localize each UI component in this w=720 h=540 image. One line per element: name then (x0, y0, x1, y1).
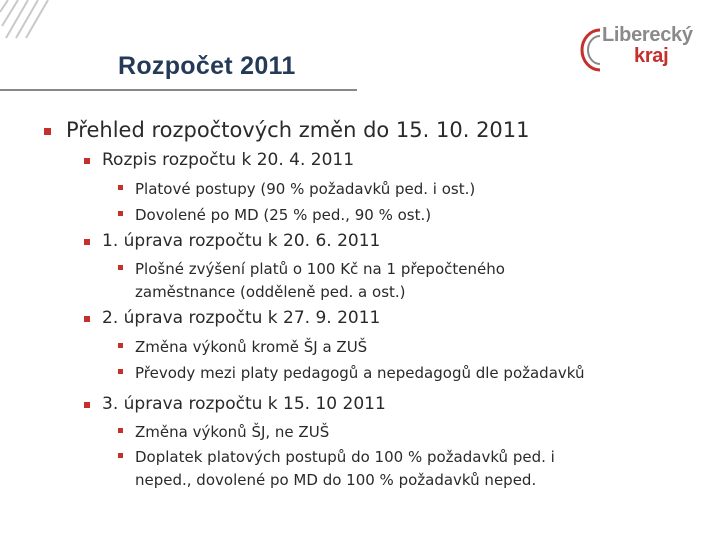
bullet-text: Rozpis rozpočtu k 20. 4. 2011 (102, 150, 355, 170)
bullet-marker (84, 316, 90, 322)
bullet-marker (118, 369, 123, 374)
bullet-text: Změna výkonů ŠJ, ne ZUŠ (135, 423, 330, 441)
bullet-text: 1. úprava rozpočtu k 20. 6. 2011 (102, 231, 381, 251)
bullet-marker (118, 428, 123, 433)
bullet-text: Dovolené po MD (25 % ped., 90 % ost.) (135, 206, 432, 224)
bullet-text: Přehled rozpočtových změn do 15. 10. 2011 (66, 118, 530, 142)
bullet-marker (118, 343, 123, 348)
logo-arc-icon (580, 28, 602, 72)
bullet-text: Doplatek platových postupů do 100 % požadavků ped. i (135, 448, 555, 466)
bullet-marker (118, 453, 123, 458)
slide-title: Rozpočet 2011 (118, 52, 296, 80)
bullet-marker (84, 402, 90, 408)
bullet-marker (44, 128, 51, 135)
title-underline (0, 89, 357, 91)
liberecky-kraj-logo (580, 24, 700, 74)
bullet-marker (118, 211, 123, 216)
logo-text-line2: kraj (634, 45, 669, 67)
bullet-text: 3. úprava rozpočtu k 15. 10 2011 (102, 394, 386, 414)
bullet-text: 2. úprava rozpočtu k 27. 9. 2011 (102, 308, 381, 328)
bullet-text: Převody mezi platy pedagogů a nepedagogů dle požadavků (135, 364, 585, 382)
decorative-stripes (0, 0, 60, 60)
bullet-text: neped., dovolené po MD do 100 % požadavků neped. (135, 471, 537, 489)
bullet-marker (118, 265, 123, 270)
bullet-marker (118, 185, 123, 190)
bullet-text: Plošné zvýšení platů o 100 Kč na 1 přepočteného (135, 260, 505, 278)
bullet-text: Platové postupy (90 % požadavků ped. i ost.) (135, 180, 476, 198)
bullet-text: zaměstnance (odděleně ped. a ost.) (135, 283, 406, 301)
bullet-marker (84, 239, 90, 245)
bullet-marker (84, 158, 90, 164)
logo-text-line1: Liberecký (602, 24, 693, 46)
bullet-text: Změna výkonů kromě ŠJ a ZUŠ (135, 338, 368, 356)
